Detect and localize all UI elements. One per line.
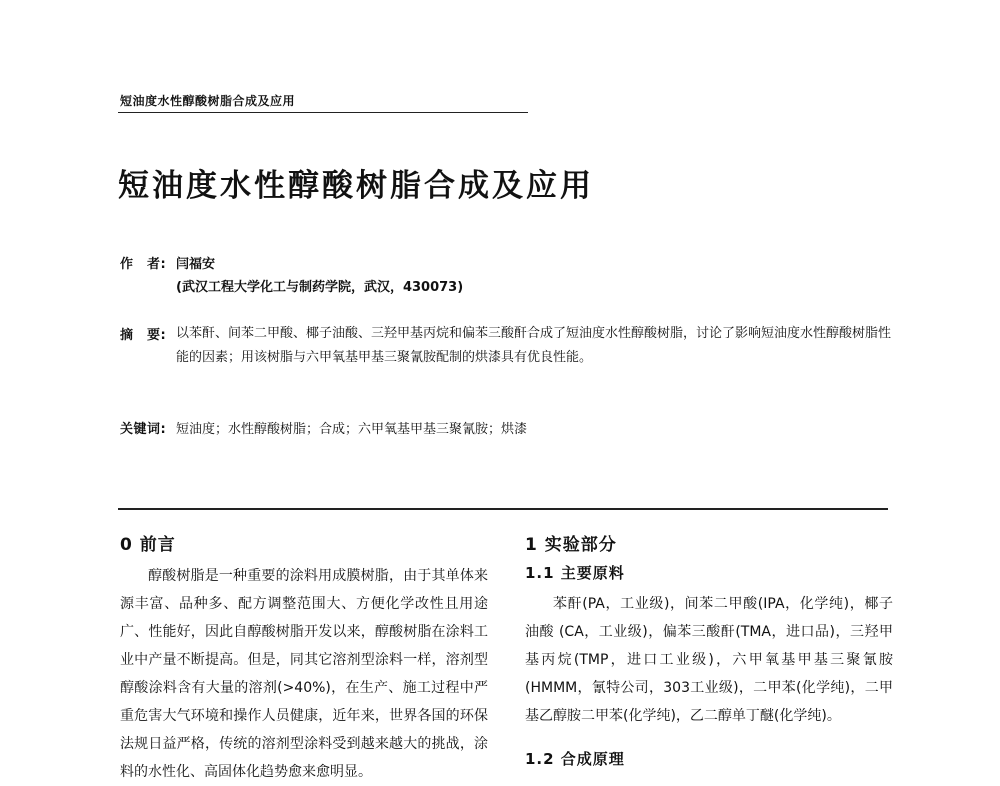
author-name: 闫福安: [176, 257, 216, 272]
author-affiliation: (武汉工程大学化工与制药学院，武汉，430073): [176, 280, 464, 295]
intro-paragraph: 醇酸树脂是一种重要的涂料用成膜树脂，由于其单体来源丰富、品种多、配方调整范围大、方便化学改性且用途广、性能好，因此自醇酸树脂开发以来，醇酸树脂在涂料工业中产量不断提高。但是，同其它溶剂型涂料一样，溶剂型醇酸涂料含有大量的溶剂(>40%)，在生产、施工过程中严重危害大气环境和操作人员健康，近年来，世界各国的环保法规日益严格，传统的溶剂型涂料受到越来越大的挑战，涂料的水性化、高固体化趋势愈来愈明显。: [120, 568, 488, 780]
paper-title: 短油度水性醇酸树脂合成及应用: [118, 168, 594, 204]
subsection-heading-materials: 1.1 主要原料: [525, 564, 625, 582]
right-column: [525, 530, 893, 776]
header-rule: [118, 112, 528, 113]
subsection-heading-synthesis: 1.2 合成原理: [525, 750, 625, 768]
body-rule: [118, 508, 888, 510]
left-column: [120, 530, 488, 786]
materials-paragraph: 苯酐(PA，工业级)，间苯二甲酸(IPA，化学纯)，椰子油酸 (CA，工业级)，偏苯三酸酐(TMA，进口品)，三羟甲基丙烷(TMP，进口工业级)，六甲氧基甲基三聚氰胺(HMMM，氰特公司，303工业级)，二甲苯(化学纯)，二甲基乙醇胺二甲苯(化学纯)，乙二醇单丁醚(化学纯)。: [525, 596, 893, 724]
section-heading-intro: 0 前言: [120, 535, 176, 555]
abstract-text: 以苯酐、间苯二甲酸、椰子油酸、三羟甲基丙烷和偏苯三酸酐合成了短油度水性醇酸树脂，讨论了影响短油度水性醇酸树脂性能的因素；用该树脂与六甲氧基甲基三聚氰胺配制的烘漆具有优良性能。: [176, 326, 892, 365]
keywords-text: 短油度；水性醇酸树脂；合成；六甲氧基甲基三聚氰胺；烘漆: [176, 422, 528, 437]
abstract-label: 摘 要:: [120, 328, 167, 343]
running-head: 短油度水性醇酸树脂合成及应用: [120, 94, 296, 108]
keywords-label: 关键词:: [120, 422, 167, 437]
section-heading-experiment: 1 实验部分: [525, 535, 617, 555]
author-label: 作 者:: [120, 257, 167, 272]
